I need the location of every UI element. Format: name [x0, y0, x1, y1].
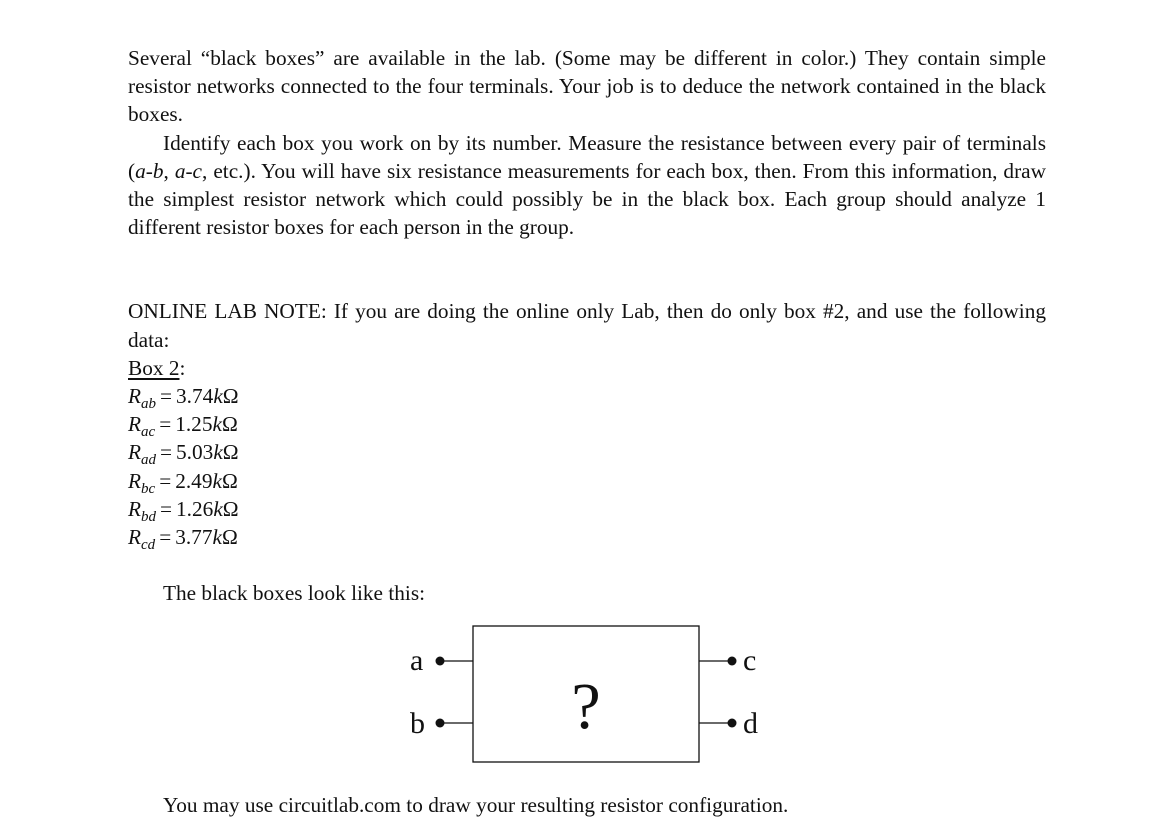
section-spacer [128, 241, 1046, 297]
resistance-subscript: bd [141, 508, 157, 525]
unit-prefix: k [212, 524, 222, 549]
unit-ohm: Ω [221, 412, 238, 437]
measurement-row [128, 410, 1046, 441]
resistance-subscript: ad [141, 452, 157, 469]
intro-paragraph-2 [128, 129, 1046, 242]
box-label-colon: : [179, 355, 186, 380]
boxes-intro: The black boxes look like this: [163, 581, 426, 606]
resistance-subscript: ac [141, 424, 156, 441]
unit-ohm: Ω [221, 468, 238, 493]
terminal-c-label: c [743, 644, 757, 677]
unit-ohm: Ω [222, 384, 239, 409]
measurement-row [128, 495, 1046, 523]
unit-prefix: k [213, 384, 223, 409]
unit-prefix: k [212, 412, 222, 437]
resistance-symbol: R [128, 524, 142, 549]
p2-ab: a-b [135, 158, 164, 183]
p2-comma: , [163, 158, 175, 183]
equals-sign: = [160, 384, 173, 409]
black-box-svg [400, 620, 780, 770]
intro-paragraph-1: Several “black boxes” are available in the lab. (Some may be different in color.) They contain simple resistor networks connected to the four terminals. Your job is to deduce the network contained in the black boxes. [128, 46, 1046, 127]
unit-prefix: k [213, 496, 223, 521]
measurement-row [128, 523, 1046, 551]
unit-ohm: Ω [222, 496, 239, 521]
p2-before: Identify each box you work on by its number. Measure the resistance between every pair of terminals ( [128, 130, 1046, 183]
document-body [128, 44, 1046, 607]
equals-sign: = [159, 468, 172, 493]
unit-ohm: Ω [221, 524, 238, 549]
resistance-value: 3.77 [175, 524, 213, 549]
final-note: You may use circuitlab.com to draw your resulting resistor configuration. [163, 793, 789, 817]
box-label-line [128, 354, 1046, 382]
measurement-row [128, 382, 1046, 413]
equals-sign: = [159, 412, 172, 437]
question-mark-symbol: ? [571, 670, 601, 743]
measurement-row [128, 467, 1046, 495]
resistance-symbol: R [128, 384, 142, 409]
measurement-row [128, 438, 1046, 469]
resistance-symbol: R [128, 440, 142, 465]
resistance-value: 5.03 [176, 440, 214, 465]
resistance-value: 3.74 [176, 384, 214, 409]
terminal-b-label: b [410, 707, 425, 740]
terminal-d-dot [728, 719, 737, 728]
equals-sign: = [159, 524, 172, 549]
resistance-symbol: R [128, 412, 142, 437]
resistance-value: 1.25 [175, 412, 213, 437]
terminal-a-label: a [410, 644, 424, 677]
resistance-value: 2.49 [175, 468, 213, 493]
unit-ohm: Ω [222, 440, 239, 465]
black-box-diagram [400, 620, 780, 770]
resistance-subscript: ab [141, 396, 157, 413]
measurement-list [128, 382, 1046, 551]
p2-after: , etc.). You will have six resistance measurements for each box, then. From this information, draw the simplest resistor network which could possibly be in the black box. Each group should analyze 1 different resistor boxes for each person in the group. [128, 158, 1047, 240]
unit-prefix: k [212, 468, 222, 493]
equals-sign: = [160, 496, 173, 521]
p2-ac: a-c [174, 158, 203, 183]
online-lab-note: ONLINE LAB NOTE: If you are doing the online only Lab, then do only box #2, and use the following data: [128, 299, 1046, 352]
equals-sign: = [160, 440, 173, 465]
resistance-value: 1.26 [176, 496, 214, 521]
terminal-c-dot [728, 657, 737, 666]
terminal-b-dot [436, 719, 445, 728]
unit-prefix: k [213, 440, 223, 465]
resistance-symbol: R [128, 468, 142, 493]
resistance-symbol: R [128, 496, 142, 521]
resistance-subscript: cd [141, 536, 156, 553]
terminal-a-dot [436, 657, 445, 666]
box-label: Box 2 [128, 355, 180, 380]
resistance-subscript: bc [141, 480, 156, 497]
terminal-d-label: d [743, 707, 758, 740]
